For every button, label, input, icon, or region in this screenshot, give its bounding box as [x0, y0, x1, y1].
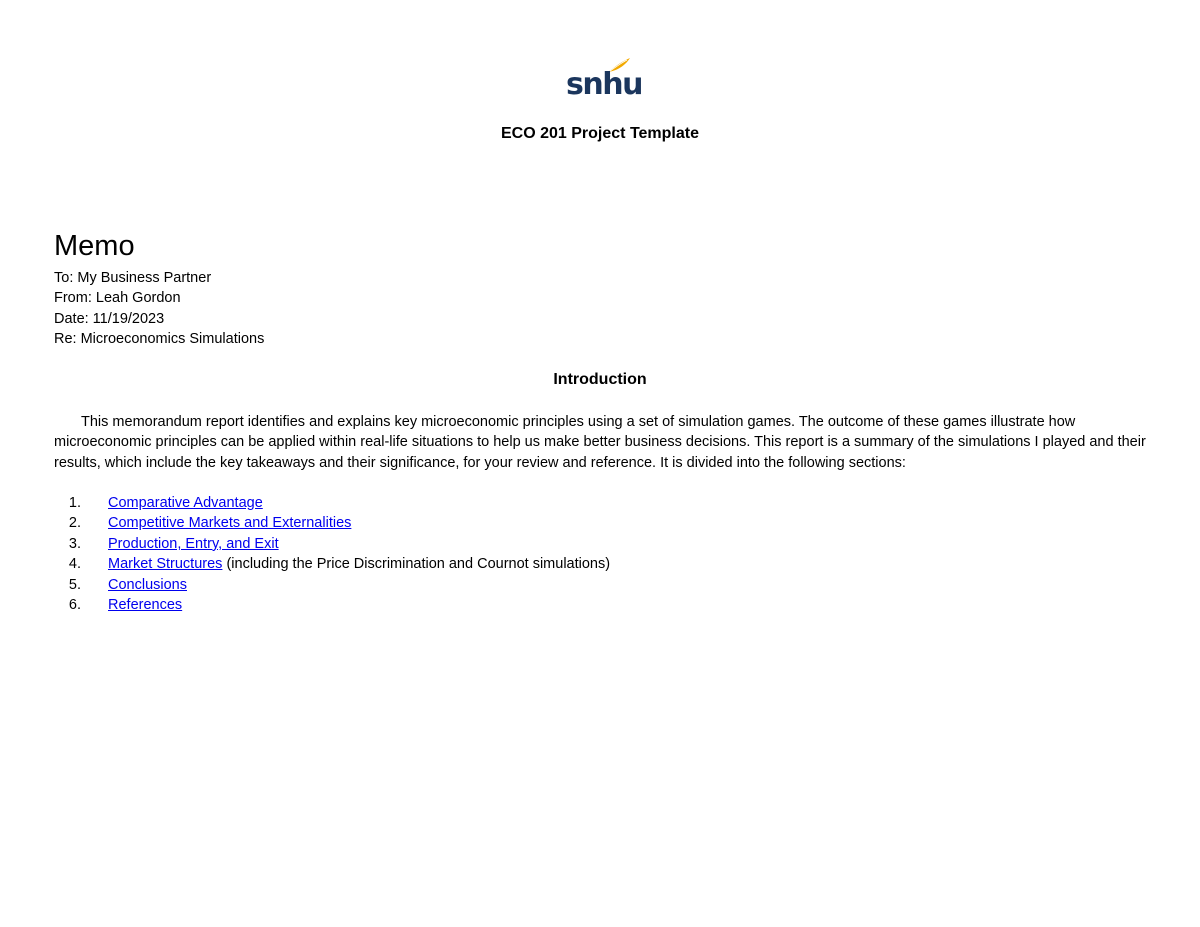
list-note: (including the Price Discrimination and Cournot simulations) — [222, 556, 611, 573]
memo-fields — [54, 268, 264, 350]
section-list — [54, 493, 610, 615]
document-title: ECO 201 Project Template — [501, 125, 699, 142]
list-number: 5. — [68, 576, 81, 593]
link-competitive-markets[interactable]: Competitive Markets and Externalities — [108, 515, 352, 532]
link-market-structures[interactable]: Market Structures — [108, 556, 223, 573]
list-item — [54, 493, 610, 513]
list-item — [54, 575, 610, 595]
introduction-heading: Introduction — [553, 371, 647, 388]
link-comparative-advantage[interactable]: Comparative Advantage — [108, 495, 263, 511]
logo-text: snhu — [566, 67, 642, 102]
introduction-paragraph: This memorandum report identifies and explains key microeconomic principles using a set of simulation games. The outcome of these games illustrate how microeconomic principles can be applied within real-life situations to help us make better business decisions. This report is a summary of the simulations I played and their results, which include the key takeaways and their significance, for your review and reference. It is divided into the following sections: — [54, 414, 1146, 471]
snhu-logo — [566, 56, 642, 104]
list-item — [54, 595, 610, 615]
list-number: 6. — [68, 597, 81, 614]
list-number: 2. — [68, 515, 81, 532]
list-number: 3. — [68, 535, 81, 552]
link-conclusions[interactable]: Conclusions — [108, 576, 187, 593]
memo-re: Re: Microeconomics Simulations — [54, 331, 265, 348]
link-references[interactable]: References — [108, 597, 183, 614]
link-production-entry-exit[interactable]: Production, Entry, and Exit — [108, 535, 279, 552]
memo-date: Date: 11/19/2023 — [54, 310, 165, 327]
list-item — [54, 554, 610, 574]
memo-heading: Memo — [54, 230, 135, 262]
list-item — [54, 513, 610, 533]
list-item — [54, 534, 610, 554]
memo-from: From: Leah Gordon — [54, 290, 181, 307]
memo-to: To: My Business Partner — [54, 270, 212, 286]
list-number: 4. — [68, 556, 81, 573]
list-number: 1. — [68, 495, 81, 511]
